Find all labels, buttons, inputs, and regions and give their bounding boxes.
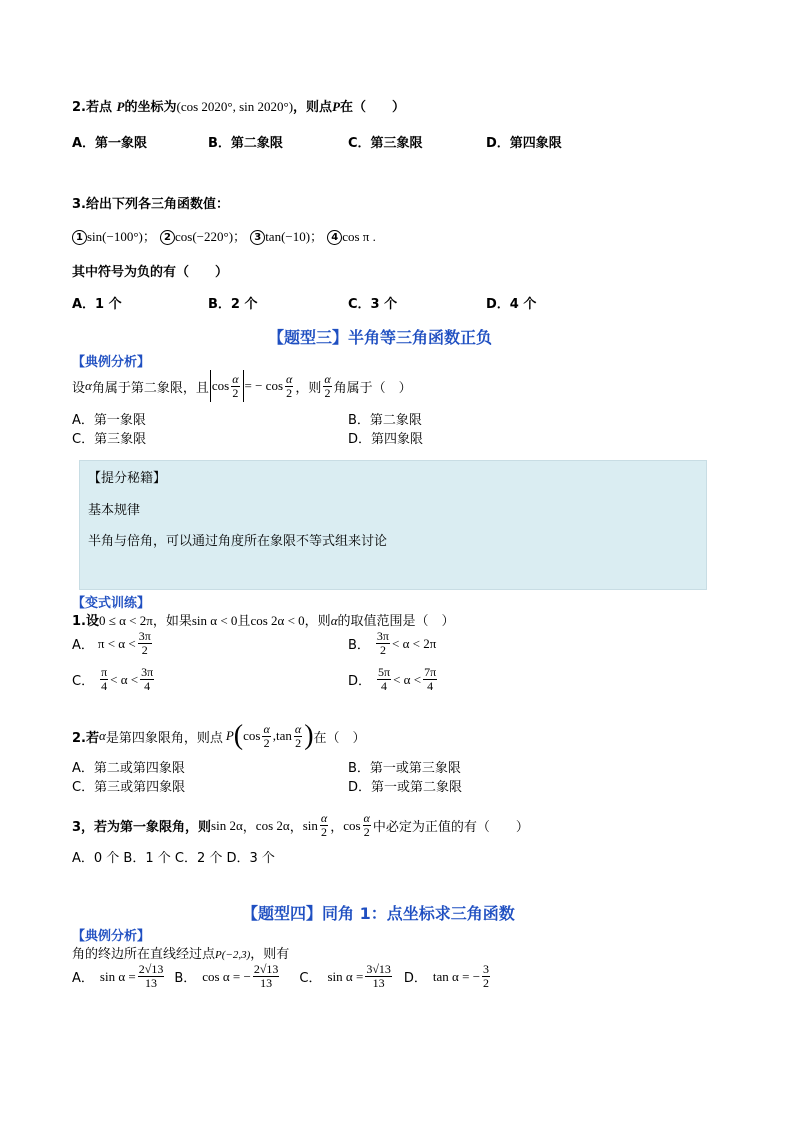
p1-stem: 1.设0 ≤ α < 2π，如果sin α < 0且cos 2α < 0，则α的取值范围是（ ） — [72, 613, 455, 629]
q3-question: 其中符号为负的有（ ） — [72, 265, 229, 280]
type4-title: 【题型四】同角 1：点坐标求三角函数 — [242, 904, 515, 923]
p1-option-b: B． $\frac{3\pi}{2}$ < α < 2π — [348, 629, 437, 657]
circled-number-4: 4 — [327, 230, 342, 245]
practice-label: 【变式训练】 — [72, 596, 151, 611]
type3-option-d: D．第四象限 — [348, 432, 424, 447]
q3-option-b: B．2 个 — [208, 297, 258, 312]
p3-options: A．0 个 B．1 个 C．2 个 D．3 个 — [72, 851, 275, 866]
type4-example-label: 【典例分析】 — [72, 929, 151, 944]
circled-number-1: 1 — [72, 230, 87, 245]
q2-stem: 2.若点 P的坐标为(cos 2020°, sin 2020°)，则点P在（ ） — [72, 99, 406, 115]
type3-example-stem: 设 α 角属于第二象限，且 cos $\frac{\alpha}{2}$ = − cos $\frac{\alpha}{2}$ ，则 $\frac{\alpha}{2}$ 角属于（ ） — [72, 370, 412, 402]
type3-option-b: B．第二象限 — [348, 413, 422, 428]
type3-option-c: C．第三象限 — [72, 432, 147, 447]
tip-line-2: 半角与倍角，可以通过角度所在象限不等式组来讨论 — [88, 534, 388, 549]
tip-box — [79, 460, 707, 590]
type4-stem: 角的终边所在直线经过点P(−2,3)，则有 — [72, 947, 290, 962]
p2-option-b: B．第一或第三象限 — [348, 761, 461, 776]
q3-option-a: A．1 个 — [72, 297, 122, 312]
p2-option-a: A．第二或第四象限 — [72, 761, 185, 776]
p1-option-a: A． π < α < $\frac{3\pi}{2}$ — [72, 629, 151, 657]
p2-stem: 2.若 α 是第四象限角，则点 P ( cos $\frac{\alpha}{2}$ ,tan $\frac{\alpha}{2}$ ) 在（ ） — [72, 720, 366, 751]
tip-line-1: 基本规律 — [88, 503, 141, 518]
type4-options: A． sin α = $\frac{2√13}{13}$ B． cos α = − $\frac{2√13}{13}$ C． sin α = $\frac{3√13}{13}$ D． tan α = − $\frac{3}{2}$ — [72, 962, 490, 990]
q2-option-d: D．第四象限 — [486, 136, 562, 151]
q3-stem: 3.给出下列各三角函数值： — [72, 197, 229, 212]
p3-stem: 3，若为第一象限角，则 sin 2α ， cos 2α ， sin $\frac{\alpha}{2}$ ， cos $\frac{\alpha}{2}$ 中必定为正值的有（ ） — [72, 811, 529, 839]
q3-option-d: D．4 个 — [486, 297, 537, 312]
p2-option-c: C．第三或第四象限 — [72, 780, 186, 795]
p1-option-c: C． $\frac{\pi}{4}$ < α < $\frac{3\pi}{4}$ — [72, 665, 154, 693]
type3-example-label: 【典例分析】 — [72, 355, 151, 370]
circled-number-3: 3 — [250, 230, 265, 245]
circled-number-2: 2 — [160, 230, 175, 245]
type3-option-a: A．第一象限 — [72, 413, 146, 428]
q3-option-c: C．3 个 — [348, 297, 398, 312]
p2-option-d: D．第一或第二象限 — [348, 780, 463, 795]
tip-title: 【提分秘籍】 — [88, 471, 167, 486]
q3-items: 1 sin(−100°)； 2 cos(−220°)； 3 tan(−10)； 4 cos π . — [72, 226, 376, 245]
q2-option-c: C．第三象限 — [348, 136, 423, 151]
q2-option-a: A．第一象限 — [72, 136, 148, 151]
type3-title: 【题型三】半角等三角函数正负 — [268, 328, 493, 347]
p1-option-d: D． $\frac{5\pi}{4}$ < α < $\frac{7\pi}{4}$ — [348, 665, 437, 693]
q2-option-b: B．第二象限 — [208, 136, 283, 151]
